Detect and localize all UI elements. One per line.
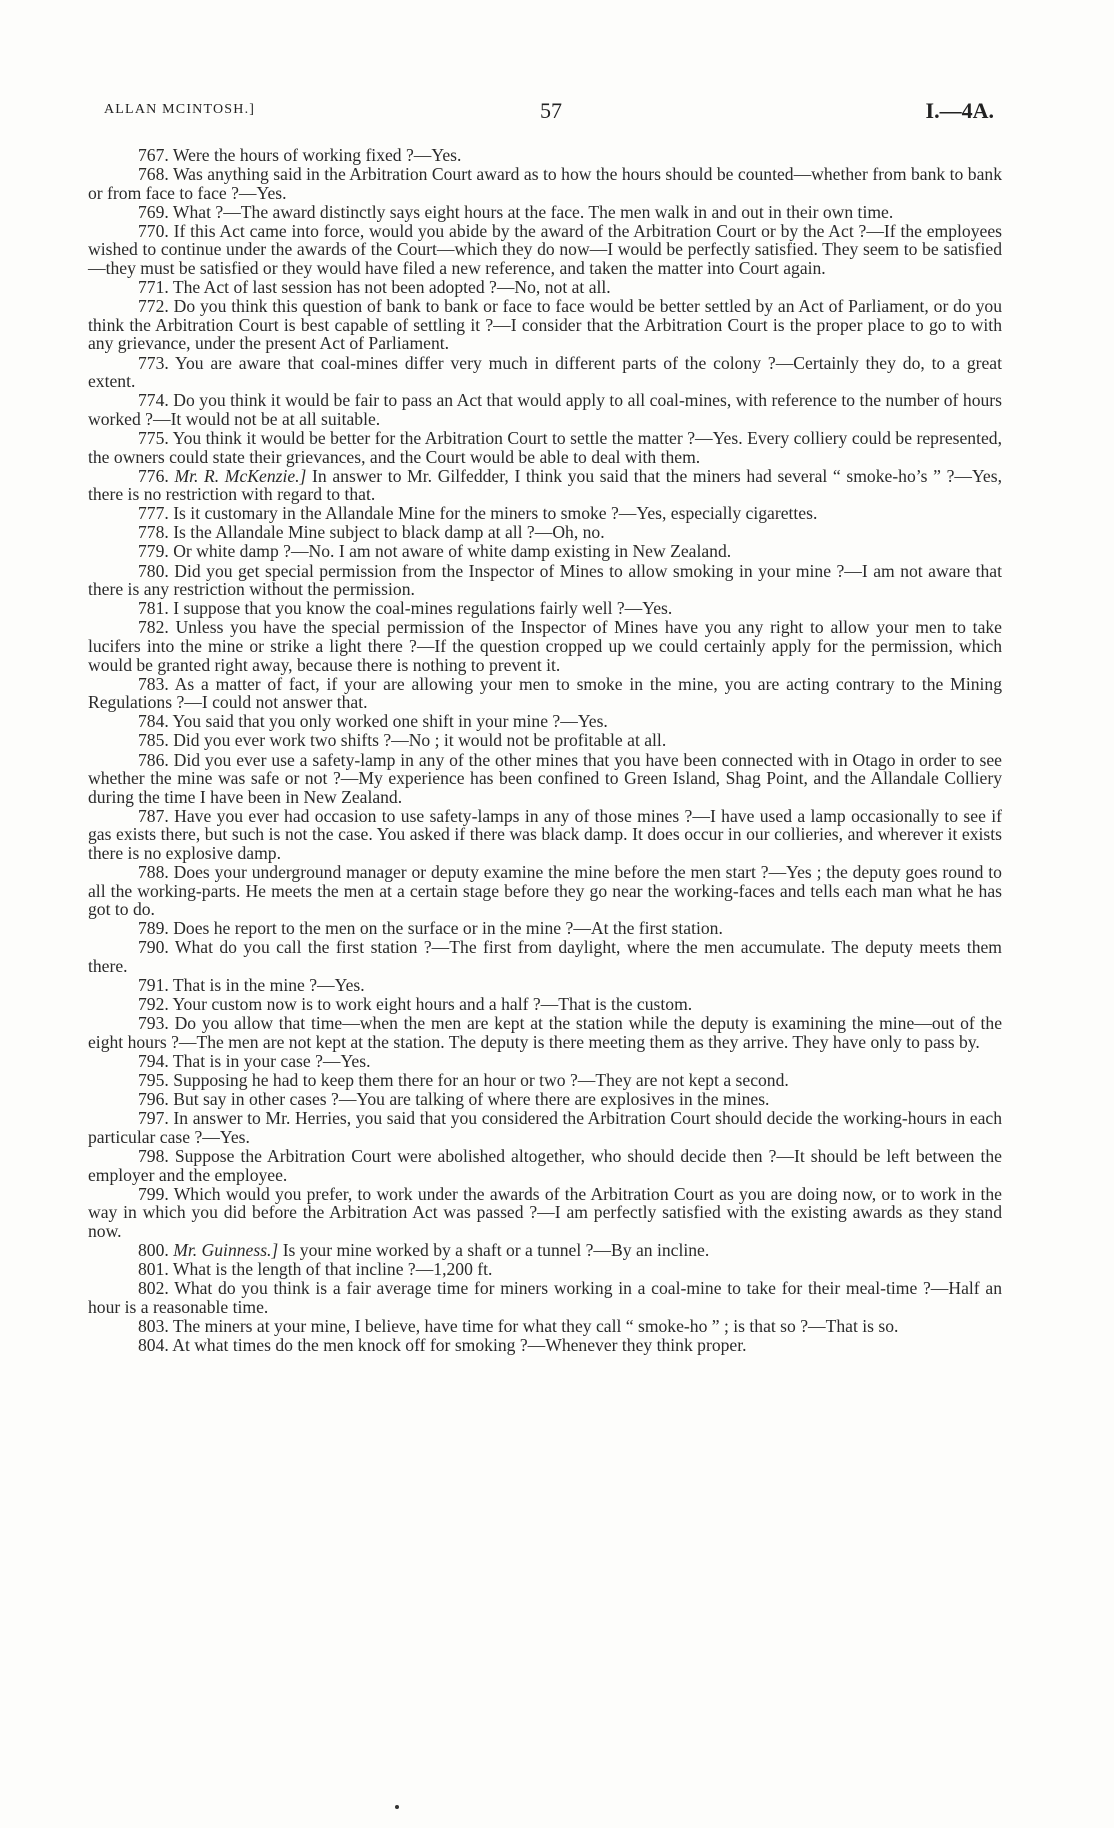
- question-and-answer-text: Does your underground manager or deputy examine the mine before the men start ?—Yes ; the deputy goes round to all the working-parts. He meets the men at a certain stage before they go near the working-faces and tells each man what he has got to do.: [88, 862, 1002, 920]
- question-and-answer-text: You are aware that coal-mines differ very much in different parts of the colony ?—Certainly they do, to a great extent.: [88, 352, 1002, 392]
- question-and-answer-text: Supposing he had to keep them there for an hour or two ?—They are not kept a second.: [173, 1070, 789, 1091]
- question-number: 778.: [138, 522, 169, 543]
- question-and-answer-text: Suppose the Arbitration Court were abolished altogether, who should decide then ?—It should be left between the employer and the employee.: [88, 1145, 1002, 1185]
- testimony-paragraph: [88, 976, 1002, 995]
- testimony-paragraph: [88, 712, 1002, 731]
- question-and-answer-text: Were the hours of working fixed ?—Yes.: [172, 145, 462, 165]
- question-number: 771.: [138, 277, 169, 298]
- question-and-answer-text: Is your mine worked by a shaft or a tunnel ?—By an incline.: [282, 1239, 710, 1260]
- testimony-paragraph: [88, 751, 1002, 807]
- testimony-paragraph: [88, 1052, 1002, 1071]
- question-and-answer-text: Unless you have the special permission of the Inspector of Mines have you any right to allow your men to take lucifers into the mine or strike a light there ?—If the question cropped up we could certainly apply for the permission, which would be granted right away, because there is nothing to prevent it.: [88, 617, 1002, 675]
- testimony-paragraph: [88, 807, 1002, 863]
- question-and-answer-text: Do you allow that time—when the men are kept at the station while the deputy is examining the mine—out of the eight hours ?—The men are not kept at the station. The deputy is there meeting them as they arrive. They have only to pass by.: [88, 1013, 1003, 1052]
- question-and-answer-text: Which would you prefer, to work under the awards of the Arbitration Court as you are doing now, or to work in the way in which you did before the Arbitration Act was passed ?—I am perfectly satisfied with the existing awards as they stand now.: [88, 1183, 1002, 1241]
- question-number: 791.: [138, 975, 169, 996]
- question-and-answer-text: I suppose that you know the coal-mines regulations fairly well ?—Yes.: [173, 598, 673, 619]
- question-number: 783.: [138, 673, 169, 694]
- question-and-answer-text: Have you ever had occasion to use safety-lamps in any of those mines ?—I have used a lamp occasionally to see if gas exists there, but such is not the case. You asked if there was black damp. It does occur in our collieries, and wherever it exists there is no explosive damp.: [88, 805, 1002, 863]
- question-number: 801.: [138, 1259, 169, 1280]
- testimony-paragraph: [88, 1185, 1002, 1241]
- testimony-paragraph: [88, 1090, 1002, 1109]
- testimony-paragraph: [88, 354, 1002, 391]
- testimony-paragraph: [88, 542, 1002, 561]
- testimony-paragraph: [88, 1109, 1002, 1146]
- question-number: 793.: [138, 1013, 169, 1034]
- question-number: 785.: [138, 730, 169, 751]
- question-and-answer-text: Was anything said in the Arbitration Court award as to how the hours should be counted—whether from bank to bank or from face to face ?—Yes.: [88, 164, 1002, 203]
- question-and-answer-text: Is the Allandale Mine subject to black damp at all ?—Oh, no.: [173, 522, 605, 543]
- page-header: [104, 98, 994, 128]
- question-and-answer-text: Your custom now is to work eight hours and a half ?—That is the custom.: [172, 994, 693, 1015]
- question-and-answer-text: Did you get special permission from the Inspector of Mines to allow smoking in your mine ?—I am not aware that there is any restriction without the permission.: [88, 560, 1003, 600]
- print-speck: [395, 1805, 399, 1809]
- question-and-answer-text: In answer to Mr. Gilfedder, I think you said that the miners had several “ smoke-ho’s ” ?—Yes, there is no restriction with regard to that.: [88, 465, 1002, 505]
- paper-reference: I.—4A.: [925, 98, 994, 123]
- testimony-paragraph: [88, 1279, 1002, 1316]
- questioner-name: Mr. R. McKenzie.]: [174, 465, 307, 486]
- question-number: 768.: [138, 164, 169, 185]
- question-and-answer-text: The Act of last session has not been adopted ?—No, not at all.: [172, 277, 611, 298]
- testimony-paragraph: [88, 1317, 1002, 1336]
- question-and-answer-text: Did you ever work two shifts ?—No ; it would not be profitable at all.: [173, 730, 667, 751]
- question-number: 772.: [138, 296, 169, 317]
- testimony-paragraph: [88, 1260, 1002, 1279]
- question-number: 784.: [138, 711, 169, 732]
- testimony-paragraph: [88, 523, 1002, 542]
- question-number: 787.: [138, 805, 169, 826]
- question-and-answer-text: In answer to Mr. Herries, you said that you considered the Arbitration Court should decide the working-hours in each particular case ?—Yes.: [88, 1108, 1002, 1147]
- question-number: 775.: [138, 427, 169, 448]
- testimony-paragraph: [88, 146, 1002, 165]
- testimony-paragraph: [88, 1014, 1002, 1051]
- question-and-answer-text: If this Act came into force, would you abide by the award of the Arbitration Court or by the Act ?—If the employees wished to continue under the awards of the Court—which they do now—I would be perfectly satisfied. They seem to be satisfied—they must be satisfied or they would have filed a new reference, and taken the matter into Court again.: [88, 220, 1002, 279]
- testimony-paragraph: [88, 1336, 1002, 1355]
- question-and-answer-text: You think it would be better for the Arbitration Court to settle the matter ?—Yes. Every colliery could be represented, the owners could state their grievances, and the Court would be able to deal with them.: [88, 427, 1002, 467]
- testimony-paragraph: [88, 863, 1002, 919]
- testimony-paragraph: [88, 618, 1002, 674]
- question-and-answer-text: What do you think is a fair average time for miners working in a coal-mine to take for their meal-time ?—Half an hour is a reasonable time.: [88, 1278, 1002, 1317]
- question-and-answer-text: Do you think this question of bank to bank or face to face would be better settled by an Act of Parliament, or do you think the Arbitration Court is best capable of settling it ?—I consider that the Arbitration Court is the proper place to go to with any grievance, under the present Act of Parliament.: [88, 296, 1002, 354]
- testimony-paragraph: [88, 995, 1002, 1014]
- question-and-answer-text: Is it customary in the Allandale Mine for the miners to smoke ?—Yes, especially cigarettes.: [173, 503, 818, 524]
- question-number: 794.: [138, 1051, 169, 1071]
- question-and-answer-text: Do you think it would be fair to pass an Act that would apply to all coal-mines, with reference to the number of hours worked ?—It would not be at all suitable.: [88, 390, 1002, 429]
- testimony-paragraph: [88, 675, 1002, 712]
- question-and-answer-text: What ?—The award distinctly says eight hours at the face. The men walk in and out in their own time.: [172, 201, 894, 222]
- question-number: 773.: [138, 352, 169, 373]
- question-number: 800.: [138, 1239, 169, 1260]
- question-number: 796.: [138, 1089, 169, 1110]
- question-number: 777.: [138, 503, 169, 524]
- question-and-answer-text: The miners at your mine, I believe, have time for what they call “ smoke-ho ” ; is that so ?—That is so.: [172, 1315, 899, 1336]
- question-number: 770.: [138, 220, 169, 241]
- question-number: 804.: [138, 1334, 169, 1355]
- question-number: 799.: [138, 1183, 169, 1204]
- question-and-answer-text: Or white damp ?—No. I am not aware of white damp existing in New Zealand.: [173, 541, 732, 562]
- question-number: 789.: [138, 918, 169, 939]
- testimony-paragraph: [88, 938, 1002, 975]
- question-and-answer-text: What do you call the first station ?—The first from daylight, where the men accumulate. The deputy meets them there.: [88, 937, 1002, 977]
- question-and-answer-text: At what times do the men knock off for smoking ?—Whenever they think proper.: [172, 1334, 747, 1355]
- question-number: 774.: [138, 390, 169, 411]
- testimony-paragraph: [88, 278, 1002, 297]
- testimony-paragraph: [88, 429, 1002, 466]
- testimony-paragraph: [88, 297, 1002, 353]
- testimony-paragraph: [88, 599, 1002, 618]
- question-and-answer-text: That is in your case ?—Yes.: [172, 1051, 371, 1071]
- testimony-paragraph: [88, 1147, 1002, 1184]
- question-and-answer-text: That is in the mine ?—Yes.: [172, 975, 365, 996]
- question-number: 781.: [138, 598, 169, 619]
- question-number: 795.: [138, 1070, 169, 1091]
- question-and-answer-text: Does he report to the men on the surface or in the mine ?—At the first station.: [173, 918, 723, 939]
- witness-name: ALLAN MCINTOSH.]: [104, 102, 256, 117]
- question-number: 769.: [138, 201, 169, 222]
- question-number: 786.: [138, 749, 169, 770]
- testimony-paragraph: [88, 203, 1002, 222]
- question-number: 798.: [138, 1145, 169, 1166]
- question-number: 790.: [138, 937, 169, 958]
- testimony-body: [88, 146, 1002, 1355]
- testimony-paragraph: [88, 165, 1002, 202]
- question-number: 767.: [138, 145, 169, 165]
- question-number: 802.: [138, 1278, 169, 1299]
- testimony-paragraph: [88, 919, 1002, 938]
- testimony-paragraph: [88, 391, 1002, 428]
- question-number: 782.: [138, 617, 169, 638]
- question-and-answer-text: Did you ever use a safety-lamp in any of the other mines that you have been connected with in Otago in order to see whether the mine was safe or not ?—My experience has been confined to Green Island, Shag Point, and the Allandale Colliery during the time I have been in New Zealand.: [88, 749, 1002, 807]
- testimony-paragraph: [88, 731, 1002, 750]
- question-number: 779.: [138, 541, 169, 562]
- testimony-paragraph: [88, 1241, 1002, 1260]
- question-number: 776.: [138, 465, 169, 486]
- question-and-answer-text: What is the length of that incline ?—1,200 ft.: [172, 1259, 493, 1280]
- question-number: 803.: [138, 1315, 169, 1336]
- testimony-paragraph: [88, 222, 1002, 278]
- testimony-paragraph: [88, 1071, 1002, 1090]
- question-number: 780.: [138, 560, 169, 581]
- testimony-paragraph: [88, 467, 1002, 504]
- page-number: 57: [540, 98, 562, 123]
- questioner-name: Mr. Guinness.]: [173, 1239, 279, 1260]
- question-number: 797.: [138, 1108, 169, 1129]
- testimony-paragraph: [88, 562, 1002, 599]
- question-and-answer-text: You said that you only worked one shift in your mine ?—Yes.: [172, 711, 608, 732]
- question-number: 788.: [138, 862, 169, 883]
- question-number: 792.: [138, 994, 169, 1015]
- testimony-paragraph: [88, 504, 1002, 523]
- question-and-answer-text: As a matter of fact, if your are allowing your men to smoke in the mine, you are acting contrary to the Mining Regulations ?—I could not answer that.: [88, 673, 1002, 713]
- question-and-answer-text: But say in other cases ?—You are talking of where there are explosives in the mines.: [173, 1089, 770, 1110]
